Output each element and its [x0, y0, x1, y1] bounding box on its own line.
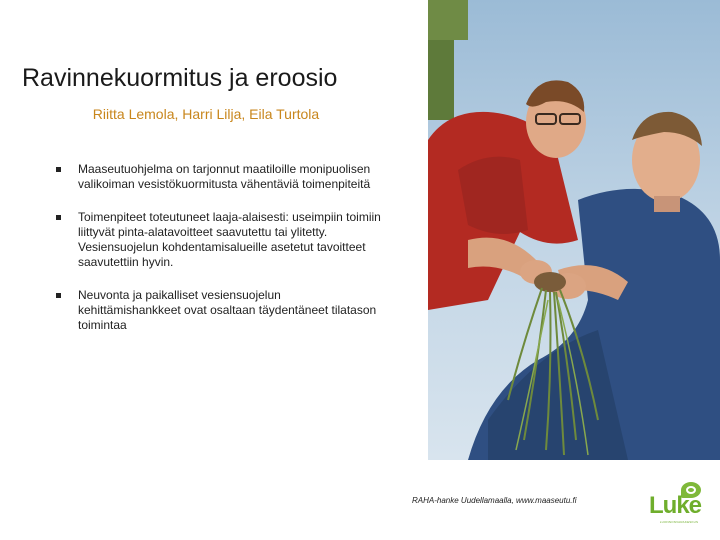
bullet-square-icon [56, 293, 61, 298]
bullet-item [56, 210, 386, 270]
logo-word: Luke [649, 492, 702, 519]
bullet-text: Maaseutuohjelma on tarjonnut maatiloille monipuolisen valikoiman vesistökuormitusta vähentäviä toimenpiteitä [78, 162, 371, 191]
photo-credit: RAHA-hanke Uudellamaalla, www.maaseutu.fi [412, 496, 577, 505]
bullet-text: Toimenpiteet toteutuneet laaja-alaisesti: useimpiin toimiin liittyvät pinta-alatavoitteet saavutettu tai ylitetty. Vesiensuojelun kohdentamisalueille asetetut tavoitteet saavutettiin hyvin. [78, 210, 381, 269]
bullet-text: Neuvonta ja paikalliset vesiensuojelun kehittämishankkeet ovat osaltaan täydentäneet tilatason toimintaa [78, 288, 377, 332]
bullet-square-icon [56, 215, 61, 220]
slide-photo [428, 0, 720, 460]
logo-tagline: LUONNONVARAKESKUS [659, 520, 699, 524]
luke-logo [645, 482, 711, 528]
bullet-item [56, 162, 386, 192]
bullet-square-icon [56, 167, 61, 172]
slide-title: Ravinnekuormitus ja eroosio [22, 64, 338, 92]
bullet-list [56, 162, 386, 333]
bullet-item [56, 288, 386, 333]
photo-two-men-holding-plants-icon [428, 0, 720, 460]
slide-authors: Riitta Lemola, Harri Lilja, Eila Turtola [92, 106, 320, 122]
